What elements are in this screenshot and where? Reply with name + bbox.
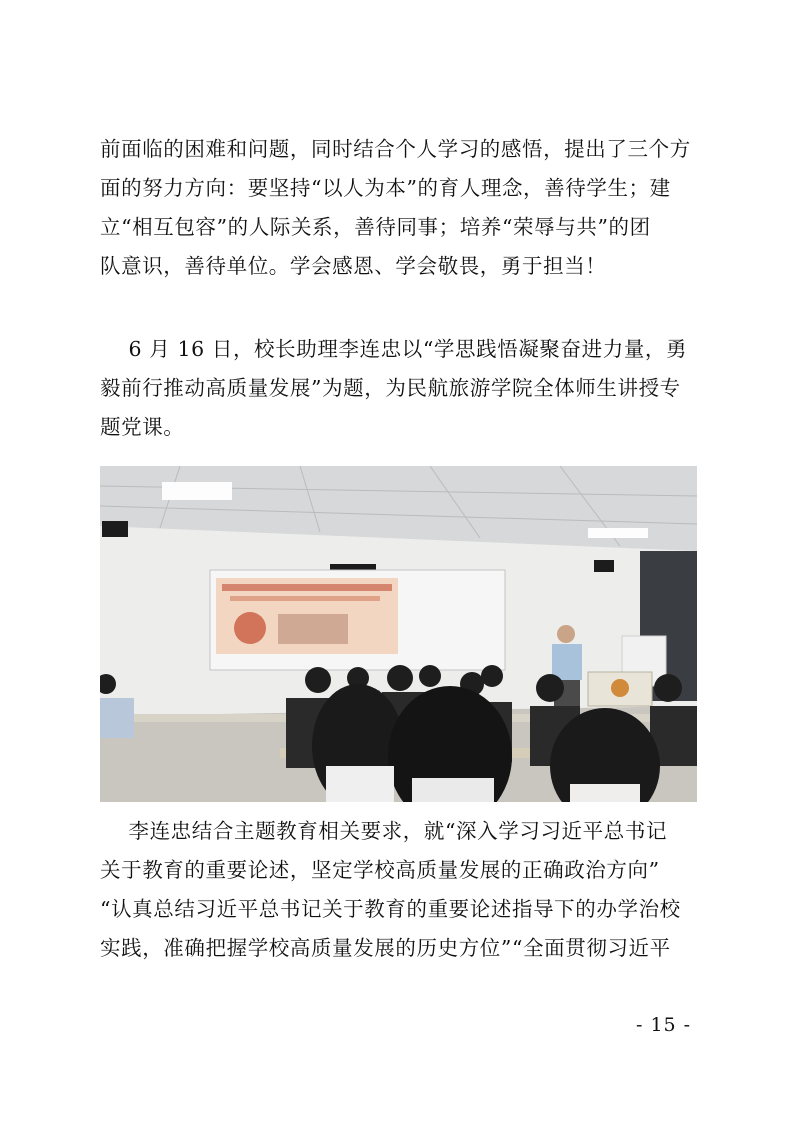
text-line: 6 月 16 日，校长助理李连忠以“学思践悟凝聚奋进力量，勇	[100, 337, 688, 361]
paragraph-3	[100, 812, 700, 968]
page-number: - 15 -	[636, 1014, 692, 1036]
paragraph-1	[100, 130, 700, 286]
text-line: 毅前行推动高质量发展”为题，为民航旅游学院全体师生讲授专	[100, 376, 681, 400]
text-line: 题党课。	[100, 415, 185, 439]
classroom-photo	[100, 466, 697, 802]
text-line: 李连忠结合主题教育相关要求，就“深入学习习近平总书记	[100, 819, 668, 843]
text-line: 面的努力方向：要坚持“以人为本”的育人理念，善待学生；建	[100, 176, 671, 200]
text-line: 关于教育的重要论述，坚定学校高质量发展的正确政治方向”	[100, 858, 660, 882]
text-line: “认真总结习近平总书记关于教育的重要论述指导下的办学治校	[100, 897, 681, 921]
text-line: 实践，准确把握学校高质量发展的历史方位”“全面贯彻习近平	[100, 936, 671, 960]
text-line: 立“相互包容”的人际关系，善待同事；培养“荣辱与共”的团	[100, 215, 651, 239]
text-line: 前面临的困难和问题，同时结合个人学习的感悟，提出了三个方	[100, 137, 691, 161]
text-line: 队意识，善待单位。学会感恩、学会敬畏，勇于担当！	[100, 254, 607, 278]
classroom-photo-illustration	[100, 466, 697, 802]
paragraph-2	[100, 330, 700, 447]
